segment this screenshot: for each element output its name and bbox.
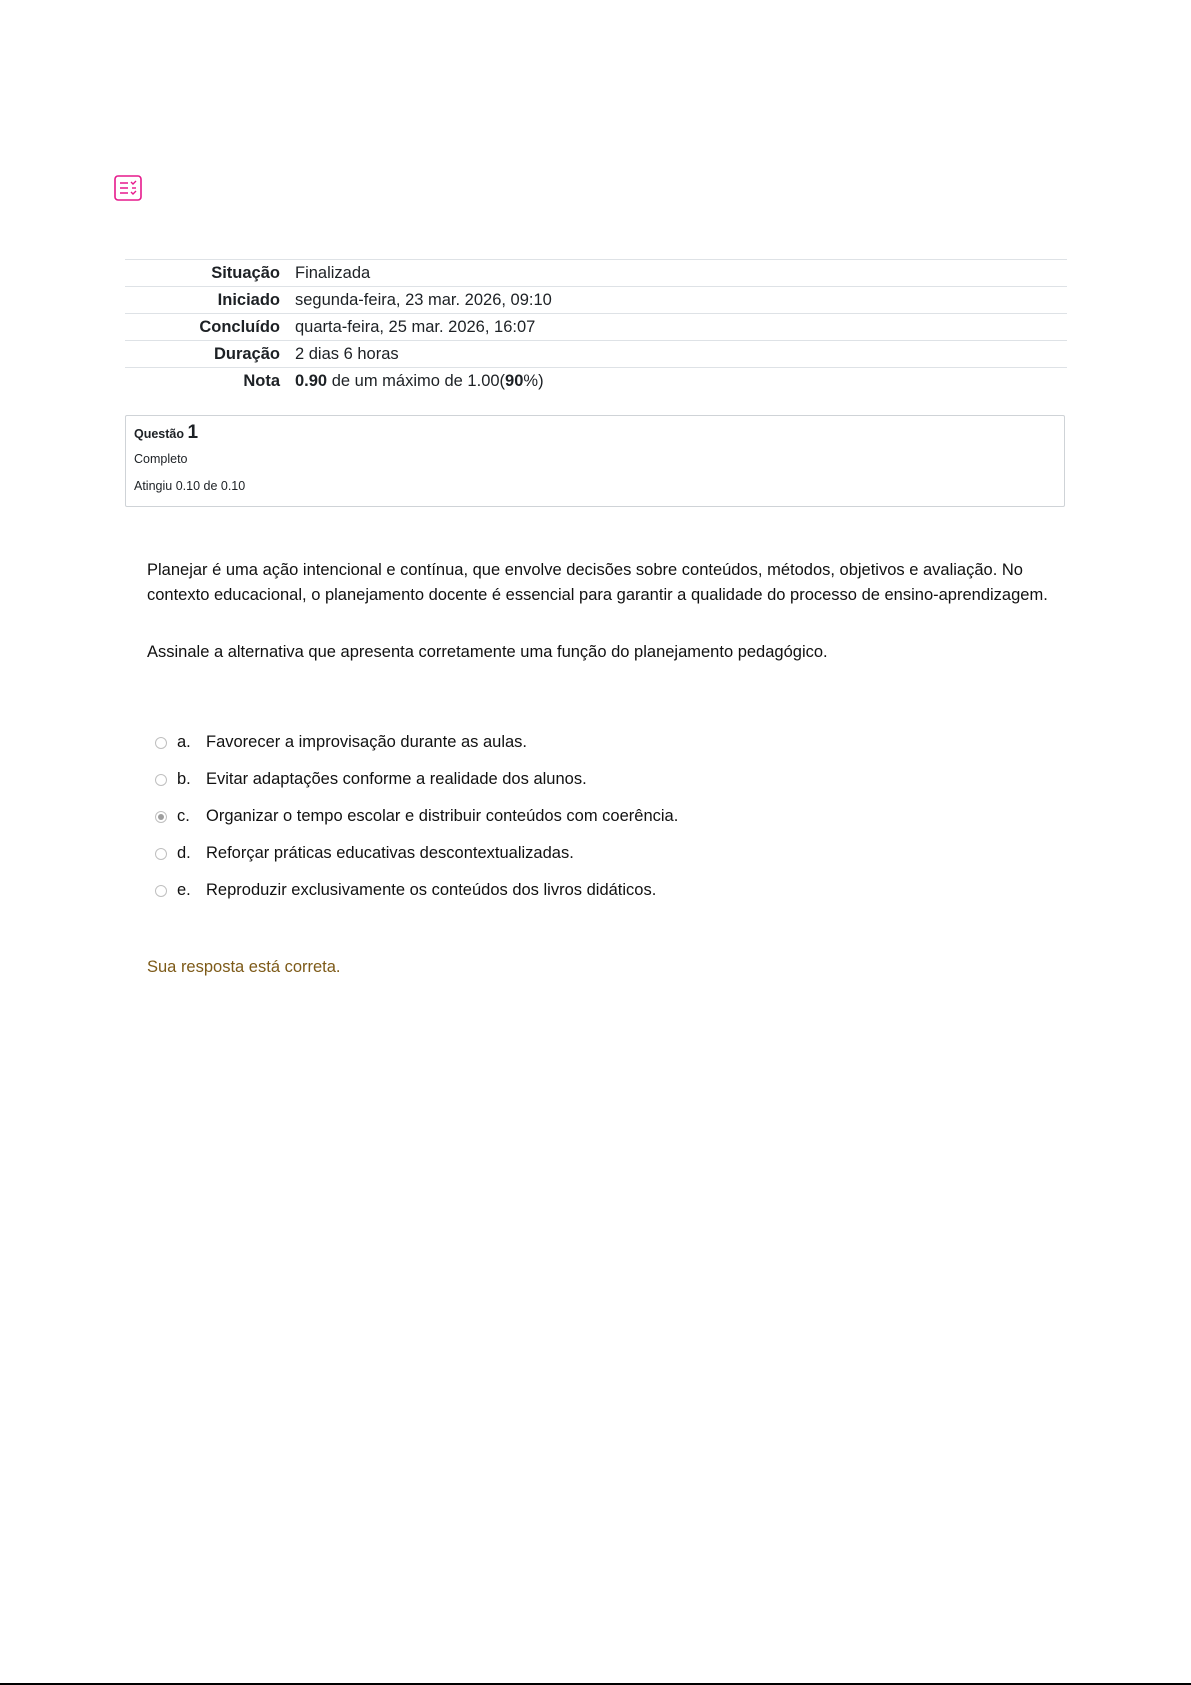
radio-button[interactable] [155,848,167,860]
radio-button[interactable] [155,737,167,749]
radio-button[interactable] [155,885,167,897]
summary-label: Iniciado [217,290,280,309]
question-statement: Planejar é uma ação intencional e contínua, que envolve decisões sobre conteúdos, métodos, objetivos e avaliação. No contexto educacional, o planejamento docente é essencial para garantir a qualidade do processo de ensino-aprendizagem. [147,561,1048,604]
option-text: Evitar adaptações conforme a realidade dos alunos. [206,770,587,788]
answer-option-c[interactable] [155,798,678,835]
grade-label: Nota [243,371,280,390]
question-label: Questão [134,427,185,441]
answer-options [155,724,678,909]
summary-row-iniciado [125,287,1067,314]
radio-button-selected[interactable] [155,811,167,823]
grade-middle: de um máximo de 1.00( [327,371,506,390]
question-info-box [125,415,1065,507]
summary-value: Finalizada [295,263,371,282]
question-number-value: 1 [187,422,199,443]
summary-value: quarta-feira, 25 mar. 2026, 16:07 [295,317,536,336]
option-text: Organizar o tempo escolar e distribuir conteúdos com coerência. [206,807,679,825]
option-letter: c. [177,807,190,825]
answer-option-e[interactable] [155,872,678,909]
option-text: Reproduzir exclusivamente os conteúdos dos livros didáticos. [206,881,657,899]
question-state: Completo [134,452,188,466]
quiz-icon [114,175,142,201]
option-letter: a. [177,733,191,751]
question-text [147,558,1057,665]
summary-value: 2 dias 6 horas [295,344,399,363]
option-text: Reforçar práticas educativas descontextualizadas. [206,844,574,862]
option-letter: e. [177,881,191,899]
feedback-message: Sua resposta está correta. [147,958,341,976]
summary-row-situacao [125,260,1067,287]
summary-row-concluido [125,314,1067,341]
grade-score: 0.90 [295,371,328,390]
grade-suffix: %) [523,371,544,390]
attempt-summary-table [125,259,1067,395]
summary-label: Duração [213,344,280,363]
summary-value: segunda-feira, 23 mar. 2026, 09:10 [295,290,552,309]
summary-label: Concluído [199,317,280,336]
option-text: Favorecer a improvisação durante as aulas. [206,733,527,751]
radio-button[interactable] [155,774,167,786]
grade-percent: 90 [505,371,524,390]
option-letter: d. [177,844,191,862]
grade-value [295,368,1067,395]
answer-option-d[interactable] [155,835,678,872]
question-grade: Atingiu 0.10 de 0.10 [134,479,246,493]
summary-label: Situação [211,263,280,282]
answer-option-a[interactable] [155,724,678,761]
summary-row-nota [125,368,1067,395]
answer-option-b[interactable] [155,761,678,798]
option-letter: b. [177,770,191,788]
summary-row-duracao [125,341,1067,368]
question-prompt: Assinale a alternativa que apresenta corretamente uma função do planejamento pedagógico. [147,643,828,661]
question-number [134,422,1056,444]
